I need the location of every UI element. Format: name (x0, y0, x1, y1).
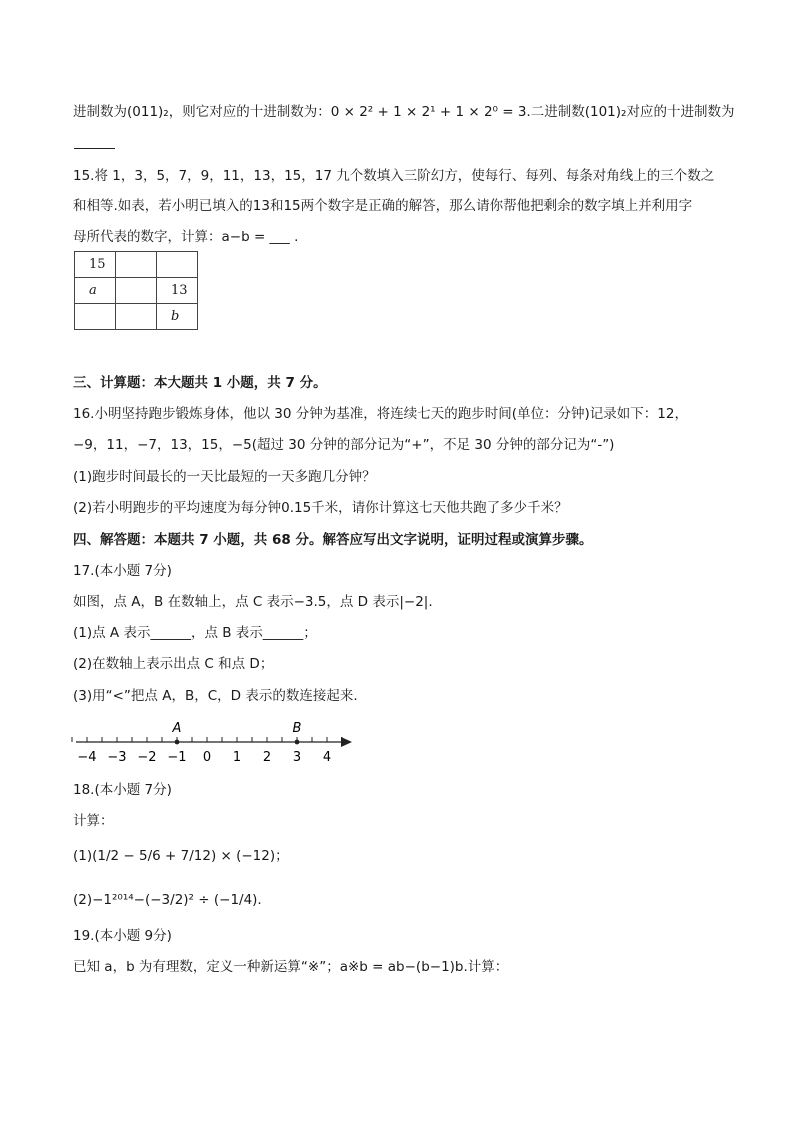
grid-cell: 15 (75, 252, 116, 278)
grid-cell: a (75, 278, 116, 304)
q15-line-3: 母所代表的数字，计算：a−b = ___ . (73, 229, 299, 245)
grid-cell (157, 252, 198, 278)
q18-part-2: (2)−1²⁰¹⁴−(−3/2)² ÷ (−1/4). (73, 892, 262, 908)
q19-title: 19.(本小题 9分) (73, 928, 172, 944)
number-line-tick-label: 1 (232, 750, 242, 765)
grid-row (75, 252, 198, 278)
q15-line-2: 和相等.如表，若小明已填入的13和15两个数字是正确的解答，那么请你帮他把剩余的数字填上并利用字 (73, 198, 693, 214)
q17-part-1: (1)点 A 表示______，点 B 表示______； (73, 625, 317, 641)
q17-title: 17.(本小题 7分) (73, 563, 172, 579)
q18-title: 18.(本小题 7分) (73, 782, 172, 798)
q16-part-1: (1)跑步时间最长的一天比最短的一天多跑几分钟？ (73, 469, 376, 485)
grid-cell (116, 252, 157, 278)
magic-square-grid (74, 251, 198, 330)
grid-row (75, 278, 198, 304)
number-line-tick-label: 3 (292, 750, 302, 765)
number-line-tick-label: −3 (107, 750, 127, 765)
grid-cell (75, 304, 116, 330)
q16-part-2: (2)若小明跑步的平均速度为每分钟0.15千米，请你计算这七天他共跑了多少千米？ (73, 500, 568, 516)
number-line-tick-label: −4 (77, 750, 97, 765)
number-line-tick-label: 2 (262, 750, 272, 765)
q19-stem: 已知 a，b 为有理数，定义一种新运算“※”；a※b = ab−(b−1)b.计算： (73, 959, 509, 975)
q18-stem: 计算： (73, 813, 114, 829)
number-line-tick-label: 0 (202, 750, 212, 765)
point-a-label: A (172, 721, 182, 736)
q17-part-2: (2)在数轴上表示出点 C 和点 D； (73, 656, 274, 672)
number-line-tick-label: −1 (167, 750, 187, 765)
number-line-tick-label: 4 (322, 750, 332, 765)
grid-cell: b (157, 304, 198, 330)
number-line (70, 715, 360, 770)
arrow-right-icon (341, 737, 352, 747)
q15-line-1: 15.将 1，3，5，7，9，11，13，15，17 九个数填入三阶幻方，使每行、每列、每条对角线上的三个数之 (73, 168, 715, 184)
q14-answer-blank (74, 148, 115, 149)
grid-cell (116, 304, 157, 330)
section-4-heading: 四、解答题：本题共 7 小题，共 68 分。解答应写出文字说明，证明过程或演算步骤。 (73, 532, 593, 548)
point-a-dot (175, 740, 180, 745)
point-b-label: B (292, 721, 302, 736)
grid-cell (116, 278, 157, 304)
section-3-heading: 三、计算题：本大题共 1 小题，共 7 分。 (73, 375, 327, 391)
q14-line: 进制数为(011)₂，则它对应的十进制数为：0 × 2² + 1 × 2¹ + 1 × 2⁰ = 3.二进制数(101)₂对应的十进制数为 (73, 104, 735, 120)
point-b-dot (295, 740, 300, 745)
q17-part-3: (3)用“<”把点 A，B，C，D 表示的数连接起来. (73, 688, 358, 704)
q16-line-1: 16.小明坚持跑步锻炼身体，他以 30 分钟为基准，将连续七天的跑步时间(单位：分钟)记录如下：12， (73, 406, 688, 422)
q18-part-1: (1)(1/2 − 5/6 + 7/12) × (−12)； (73, 848, 289, 864)
number-line-tick-label: −2 (137, 750, 157, 765)
grid-cell: 13 (157, 278, 198, 304)
q17-stem: 如图，点 A，B 在数轴上，点 C 表示−3.5，点 D 表示|−2|. (73, 594, 433, 610)
q16-line-2: −9，11，−7，13，15，−5(超过 30 分钟的部分记为“+”，不足 30 分钟的部分记为“-”) (73, 437, 615, 453)
grid-row (75, 304, 198, 330)
